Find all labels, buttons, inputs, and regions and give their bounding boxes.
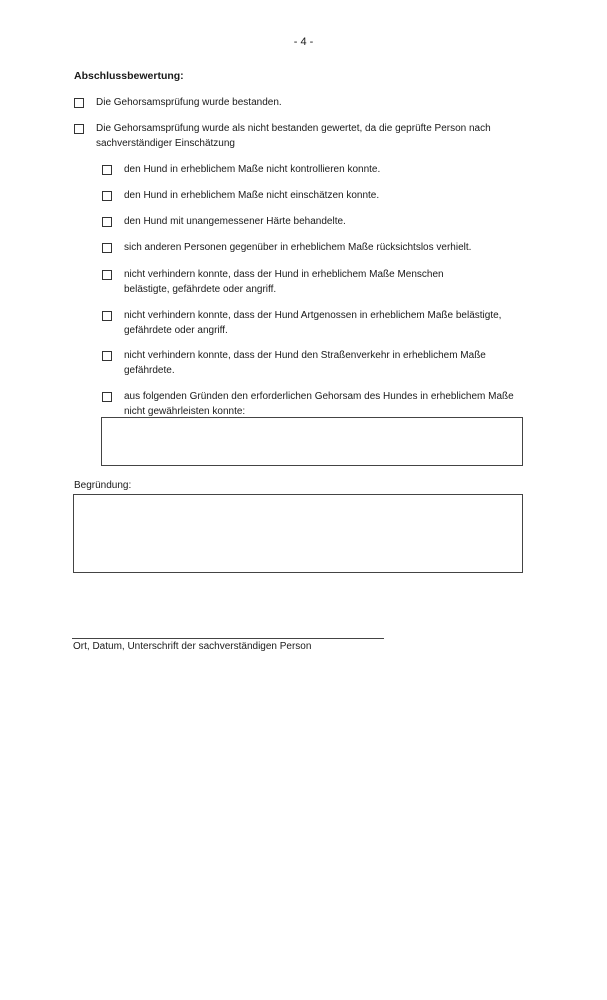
sub-option-label: nicht verhindern konnte, dass der Hund in erheblichem Maße Menschen belästigte, gefährdete oder angriff.: [124, 269, 444, 295]
checkbox[interactable]: [74, 98, 84, 108]
sub-option-label: den Hund in erheblichem Maße nicht einschätzen konnte.: [124, 190, 380, 201]
checkbox[interactable]: [102, 270, 112, 280]
signature-line: [72, 638, 384, 639]
sub-option-harshness[interactable]: [102, 216, 522, 229]
checkbox[interactable]: [102, 351, 112, 361]
checkbox[interactable]: [102, 243, 112, 253]
page-number: - 4 -: [293, 36, 314, 48]
sub-option-label: den Hund in erheblichem Maße nicht kontrollieren konnte.: [124, 164, 381, 175]
sub-option-label: aus folgenden Gründen den erforderlichen Gehorsam des Hundes in erheblichem Maße nicht gewährleisten konnte:: [124, 391, 514, 417]
sub-option-control[interactable]: [102, 164, 522, 177]
sub-option-people[interactable]: [102, 269, 522, 297]
option-passed[interactable]: [74, 97, 514, 110]
checkbox[interactable]: [74, 124, 84, 134]
sub-option-label: sich anderen Personen gegenüber in erheblichem Maße rücksichtslos verhielt.: [124, 242, 472, 253]
sub-option-traffic[interactable]: [102, 350, 522, 378]
justification-field[interactable]: [73, 494, 523, 573]
section-heading: Abschlussbewertung:: [74, 70, 184, 82]
sub-option-other-reasons[interactable]: [102, 391, 522, 419]
checkbox[interactable]: [102, 191, 112, 201]
checkbox[interactable]: [102, 165, 112, 175]
sub-option-label: den Hund mit unangemessener Härte behandelte.: [124, 216, 346, 227]
option-label: Die Gehorsamsprüfung wurde als nicht bestanden gewertet, da die geprüfte Person nach sachverständiger Einschätzung: [96, 123, 491, 149]
justification-label: Begründung:: [74, 480, 132, 491]
sub-option-assess[interactable]: [102, 190, 522, 203]
checkbox[interactable]: [102, 217, 112, 227]
checkbox[interactable]: [102, 392, 112, 402]
sub-option-reckless[interactable]: [102, 242, 522, 255]
checkbox[interactable]: [102, 311, 112, 321]
sub-option-dogs[interactable]: [102, 310, 522, 338]
option-label: Die Gehorsamsprüfung wurde bestanden.: [96, 97, 282, 108]
sub-option-label: nicht verhindern konnte, dass der Hund den Straßenverkehr in erheblichem Maße gefährdete.: [124, 350, 486, 376]
option-failed[interactable]: [74, 123, 514, 151]
sub-option-label: nicht verhindern konnte, dass der Hund Artgenossen in erheblichem Maße belästigte, gefährdete oder angriff.: [124, 310, 502, 336]
reasons-field[interactable]: [101, 417, 523, 466]
signature-label: Ort, Datum, Unterschrift der sachverständigen Person: [73, 641, 312, 652]
